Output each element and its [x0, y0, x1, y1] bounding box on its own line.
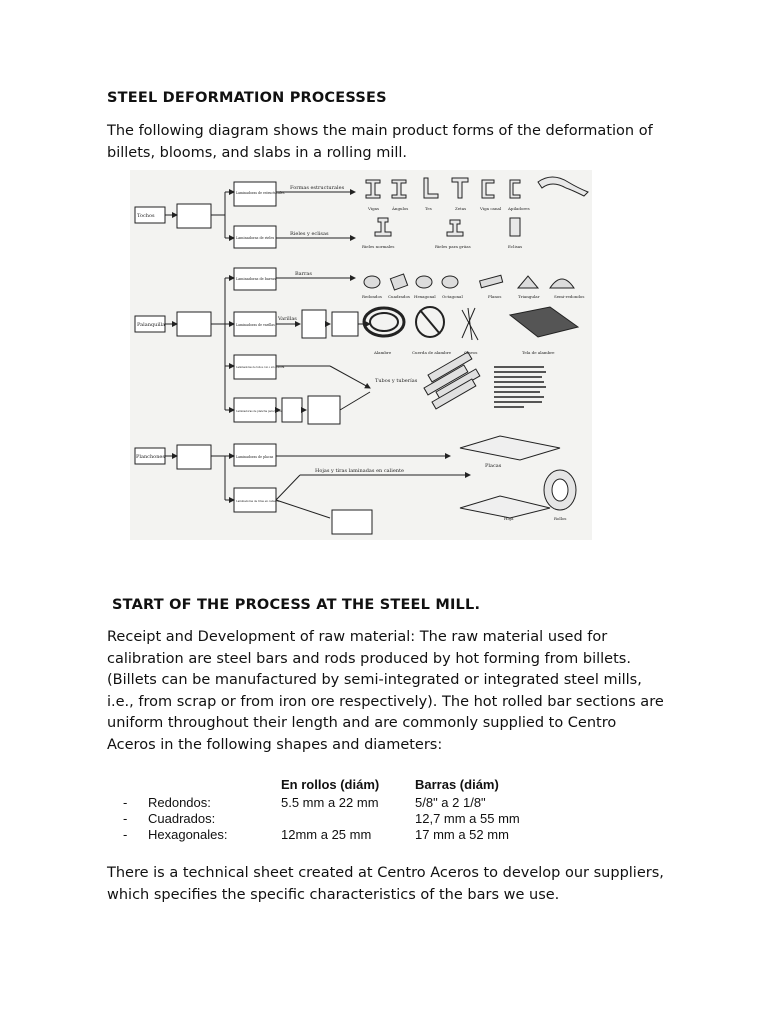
intro-paragraph: The following diagram shows the main product forms of the deformation of billets, blooms, and slabs in a rolling mill.: [107, 123, 653, 161]
input-label: Planchones: [136, 454, 165, 460]
product-caption: Hexagonal: [414, 294, 436, 299]
product-caption: Rieles normales: [362, 244, 395, 249]
row-bullet: -: [123, 827, 128, 842]
input-label: Palanquilla: [137, 322, 166, 328]
row-bullet: -: [123, 795, 128, 810]
product-caption: Cuerda de alambre: [412, 350, 452, 355]
mill-label: Laminadoras de placas: [236, 455, 274, 459]
flow-label: Formas estructurales: [290, 185, 345, 191]
product-caption: Ángulos: [392, 206, 409, 211]
mill-label: Laminadoras de estructurales: [236, 191, 285, 195]
row-barras: 5/8" a 2 1/8": [415, 795, 486, 810]
input-label: Tochos: [137, 213, 155, 219]
row-barras: 12,7 mm a 55 mm: [415, 811, 520, 826]
product-caption: Planos: [488, 294, 502, 299]
row-shape: Redondos:: [148, 795, 211, 810]
flow-label: Varillas: [278, 316, 297, 322]
product-caption: Vigas: [368, 206, 380, 211]
column-header-barras: Barras (diám): [415, 777, 499, 792]
product-caption: Rollos: [554, 516, 567, 521]
product-caption: Semi-redondos: [554, 294, 585, 299]
section-heading-deformation: STEEL DEFORMATION PROCESSES: [107, 90, 387, 106]
product-caption: Cuadrados: [388, 294, 410, 299]
raw-material-paragraph: Receipt and Development of raw material: The raw material used for calibration are steel bars and rods produced by hot forming from billets. (Billets can be manufactured by semi-integrated or integrated steel mills, i.e., from scrap or from iron ore respectively). The hot rolled bar sections are uniform throughout their length and are commonly supplied to Centro Aceros in the following shapes and diameters:: [107, 629, 664, 753]
mill-label: Laminadoras de varillas: [236, 323, 275, 327]
row-shape: Hexagonales:: [148, 827, 228, 842]
table-row: [118, 811, 538, 828]
table-row: [118, 827, 538, 844]
mill-label: Laminadoras de plancha para tubos: [236, 410, 282, 413]
row-rollos: 12mm a 25 mm: [281, 827, 372, 842]
flow-label: Barras: [295, 271, 312, 277]
product-caption: Triangular: [518, 294, 540, 299]
product-caption: Apiladores: [508, 206, 530, 211]
mill-label: Laminadoras de barras: [236, 277, 276, 281]
product-caption: Clavos: [464, 350, 478, 355]
row-shape: Cuadrados:: [148, 811, 216, 826]
product-caption: Tes: [425, 206, 432, 211]
technical-sheet-paragraph: There is a technical sheet created at Centro Aceros to develop our suppliers, which specifies the specific characteristics of the bars we use.: [107, 865, 664, 903]
rolling-mill-diagram: [130, 170, 592, 540]
row-barras: 17 mm a 52 mm: [415, 827, 509, 842]
product-caption: Hoja: [504, 516, 514, 521]
column-header-rollos: En rollos (diám): [281, 777, 380, 792]
mill-label: Laminadoras de tiras en caliente: [236, 500, 280, 503]
product-caption: Alambre: [374, 350, 392, 355]
product-caption: Eclisas: [508, 244, 523, 249]
product-caption: Rieles para grúas: [435, 244, 471, 249]
row-rollos: 5.5 mm a 22 mm: [281, 795, 379, 810]
flow-label: Hojas y tiras laminadas en caliente: [315, 468, 404, 474]
flow-label: Tubos y tuberías: [375, 378, 418, 384]
table-row: [118, 795, 538, 812]
row-bullet: -: [123, 811, 128, 826]
product-caption: Octagonal: [442, 294, 463, 299]
flow-label: Rieles y eclisas: [290, 231, 329, 237]
flow-label: Placas: [485, 463, 502, 469]
section-heading-start-process: START OF THE PROCESS AT THE STEEL MILL.: [112, 597, 481, 613]
product-caption: Viga canal: [480, 206, 502, 211]
mill-label: Laminadoras de rieles: [236, 236, 275, 240]
mill-label: Laminadoras de tubos con o sin costura: [236, 366, 285, 369]
product-caption: Zetas: [455, 206, 467, 211]
product-caption: Tela de alambre: [522, 350, 555, 355]
product-caption: Redondos: [362, 294, 382, 299]
